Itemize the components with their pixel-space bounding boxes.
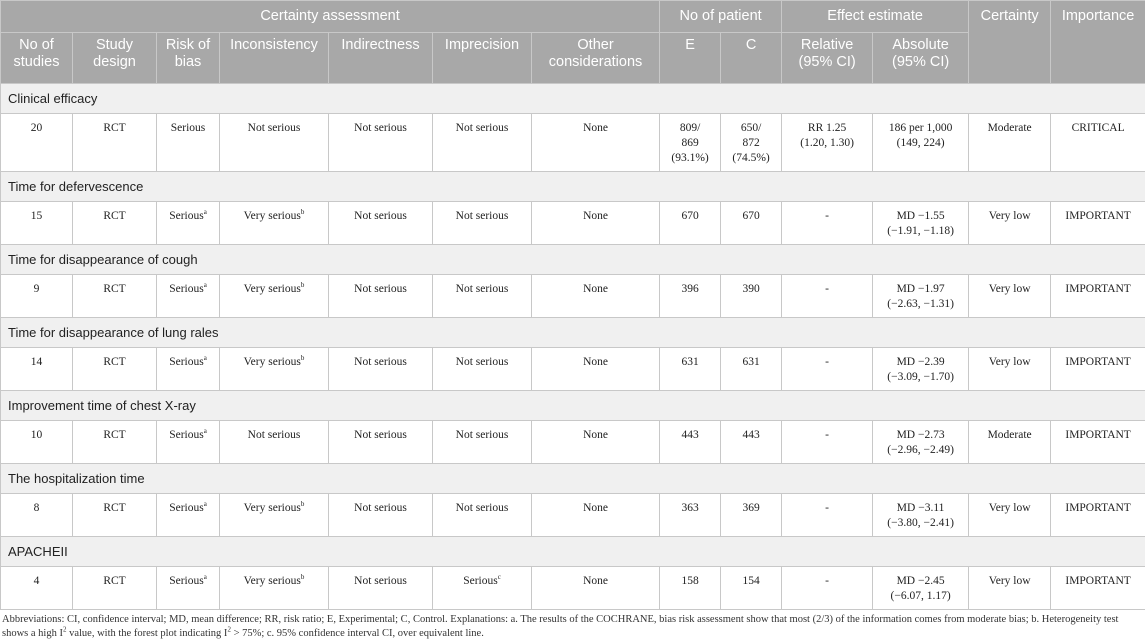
header-no-of-patient: No of patient: [660, 1, 782, 33]
cell-other: None: [532, 421, 660, 464]
section-title: Time for disappearance of lung rales: [1, 318, 1145, 348]
cell-indirectness: Not serious: [329, 421, 433, 464]
cell-e: 363: [660, 494, 721, 537]
cell-absolute: MD −2.45 (−6.07, 1.17): [873, 567, 969, 610]
header-risk-of-bias: Risk of bias: [157, 33, 220, 84]
cell-absolute: MD −1.55 (−1.91, −1.18): [873, 202, 969, 245]
cell-c: 650/ 872 (74.5%): [721, 114, 782, 172]
section-title: Time for disappearance of cough: [1, 245, 1145, 275]
header-c: C: [721, 33, 782, 84]
table-body: [1, 84, 1145, 610]
cell-risk: Serious$^a$: [157, 421, 220, 464]
cell-e: 396: [660, 275, 721, 318]
table-footnote: Abbreviations: CI, confidence interval; MD, mean difference; RR, risk ratio; E, Experimental; C, Control. Explanations: a. The results of the COCHRANE, bias risk assessment show that most (2/3) of the information comes from moderate bias; b. Heterogeneity test shows a high $I^2$ value, with the forest plot indicating $I^2 > 75\%$; c. 95% confidence interval CI, over equivalent line.: [2, 614, 1119, 639]
table-row: [1, 202, 1145, 245]
cell-c: 670: [721, 202, 782, 245]
cell-design: RCT: [73, 202, 157, 245]
cell-indirectness: Not serious: [329, 114, 433, 172]
cell-imprecision: Not serious: [433, 421, 532, 464]
cell-certainty: Very low: [969, 348, 1051, 391]
cell-inconsistency: Very serious$^b$: [220, 348, 329, 391]
table-row: [1, 275, 1145, 318]
cell-design: RCT: [73, 348, 157, 391]
cell-design: RCT: [73, 421, 157, 464]
cell-relative: RR 1.25 (1.20, 1.30): [782, 114, 873, 172]
cell-e: 443: [660, 421, 721, 464]
section-title: Improvement time of chest X-ray: [1, 391, 1145, 421]
cell-c: 631: [721, 348, 782, 391]
table-row: [1, 348, 1145, 391]
cell-studies: 10: [1, 421, 73, 464]
section-row: [1, 464, 1145, 494]
header-inconsistency: Inconsistency: [220, 33, 329, 84]
cell-relative: -: [782, 567, 873, 610]
cell-inconsistency: Not serious: [220, 114, 329, 172]
cell-relative: -: [782, 494, 873, 537]
cell-relative: -: [782, 275, 873, 318]
header-e: E: [660, 33, 721, 84]
cell-indirectness: Not serious: [329, 348, 433, 391]
cell-other: None: [532, 114, 660, 172]
section-row: [1, 537, 1145, 567]
cell-design: RCT: [73, 275, 157, 318]
cell-imprecision: Not serious: [433, 348, 532, 391]
cell-absolute: MD −2.73 (−2.96, −2.49): [873, 421, 969, 464]
header-effect-estimate: Effect estimate: [782, 1, 969, 33]
cell-certainty: Very low: [969, 494, 1051, 537]
cell-indirectness: Not serious: [329, 567, 433, 610]
table-header: [1, 1, 1145, 84]
cell-studies: 15: [1, 202, 73, 245]
cell-importance: IMPORTANT: [1051, 567, 1145, 610]
header-study-design: Study design: [73, 33, 157, 84]
cell-importance: IMPORTANT: [1051, 348, 1145, 391]
cell-e: 631: [660, 348, 721, 391]
header-importance: Importance: [1051, 1, 1145, 84]
section-title: Time for defervescence: [1, 172, 1145, 202]
cell-certainty: Very low: [969, 567, 1051, 610]
cell-design: RCT: [73, 494, 157, 537]
cell-risk: Serious$^a$: [157, 275, 220, 318]
header-certainty-assessment: Certainty assessment: [1, 1, 660, 33]
header-indirectness: Indirectness: [329, 33, 433, 84]
section-row: [1, 84, 1145, 114]
cell-absolute: 186 per 1,000 (149, 224): [873, 114, 969, 172]
cell-indirectness: Not serious: [329, 202, 433, 245]
cell-imprecision: Serious$^c$: [433, 567, 532, 610]
header-no-of-studies: No of studies: [1, 33, 73, 84]
section-title: The hospitalization time: [1, 464, 1145, 494]
cell-relative: -: [782, 348, 873, 391]
cell-risk: Serious: [157, 114, 220, 172]
table-row: [1, 114, 1145, 172]
section-row: [1, 172, 1145, 202]
cell-certainty: Moderate: [969, 114, 1051, 172]
header-certainty: Certainty: [969, 1, 1051, 84]
cell-absolute: MD −2.39 (−3.09, −1.70): [873, 348, 969, 391]
cell-c: 390: [721, 275, 782, 318]
footnote-line2c: > 75%; c. 95% confidence interval CI, over equivalent line.: [230, 628, 484, 639]
header-absolute: Absolute (95% CI): [873, 33, 969, 84]
cell-risk: Serious$^a$: [157, 202, 220, 245]
cell-studies: 4: [1, 567, 73, 610]
cell-importance: CRITICAL: [1051, 114, 1145, 172]
section-title: APACHEII: [1, 537, 1145, 567]
cell-e: 670: [660, 202, 721, 245]
cell-certainty: Moderate: [969, 421, 1051, 464]
cell-risk: Serious$^a$: [157, 348, 220, 391]
cell-e: 809/ 869 (93.1%): [660, 114, 721, 172]
cell-indirectness: Not serious: [329, 275, 433, 318]
section-title: Clinical efficacy: [1, 84, 1145, 114]
cell-c: 369: [721, 494, 782, 537]
table-row: [1, 494, 1145, 537]
cell-design: RCT: [73, 114, 157, 172]
cell-other: None: [532, 275, 660, 318]
cell-imprecision: Not serious: [433, 494, 532, 537]
cell-risk: Serious$^a$: [157, 567, 220, 610]
table-row: [1, 567, 1145, 610]
cell-other: None: [532, 348, 660, 391]
cell-importance: IMPORTANT: [1051, 421, 1145, 464]
cell-imprecision: Not serious: [433, 275, 532, 318]
cell-relative: -: [782, 421, 873, 464]
cell-other: None: [532, 494, 660, 537]
cell-studies: 8: [1, 494, 73, 537]
cell-importance: IMPORTANT: [1051, 494, 1145, 537]
cell-absolute: MD −3.11 (−3.80, −2.41): [873, 494, 969, 537]
cell-design: RCT: [73, 567, 157, 610]
cell-absolute: MD −1.97 (−2.63, −1.31): [873, 275, 969, 318]
cell-inconsistency: Not serious: [220, 421, 329, 464]
section-row: [1, 245, 1145, 275]
header-other-considerations: Other considerations: [532, 33, 660, 84]
cell-c: 443: [721, 421, 782, 464]
cell-importance: IMPORTANT: [1051, 275, 1145, 318]
cell-inconsistency: Very serious$^b$: [220, 494, 329, 537]
cell-risk: Serious$^a$: [157, 494, 220, 537]
header-relative: Relative (95% CI): [782, 33, 873, 84]
footnote-line1: Abbreviations: CI, confidence interval; MD, mean difference; RR, risk ratio; E, Experimental; C, Control. Explanations: a. The results of the COCHRANE, bias risk assessment show that most (2/3) of the information comes from moderate bias; b. Heterogeneity test: [2, 614, 1119, 625]
cell-e: 158: [660, 567, 721, 610]
cell-studies: 20: [1, 114, 73, 172]
cell-inconsistency: Very serious$^b$: [220, 275, 329, 318]
cell-certainty: Very low: [969, 202, 1051, 245]
footnote-line2b: value, with the forest plot indicating I: [66, 628, 228, 639]
cell-indirectness: Not serious: [329, 494, 433, 537]
cell-other: None: [532, 202, 660, 245]
cell-imprecision: Not serious: [433, 202, 532, 245]
table-row: [1, 421, 1145, 464]
cell-studies: 14: [1, 348, 73, 391]
cell-relative: -: [782, 202, 873, 245]
header-imprecision: Imprecision: [433, 33, 532, 84]
cell-importance: IMPORTANT: [1051, 202, 1145, 245]
cell-other: None: [532, 567, 660, 610]
cell-certainty: Very low: [969, 275, 1051, 318]
cell-c: 154: [721, 567, 782, 610]
cell-inconsistency: Very serious$^b$: [220, 567, 329, 610]
section-row: [1, 391, 1145, 421]
cell-inconsistency: Very serious$^b$: [220, 202, 329, 245]
cell-imprecision: Not serious: [433, 114, 532, 172]
footnote-line2a: shows a high I: [2, 628, 63, 639]
section-row: [1, 318, 1145, 348]
cell-studies: 9: [1, 275, 73, 318]
